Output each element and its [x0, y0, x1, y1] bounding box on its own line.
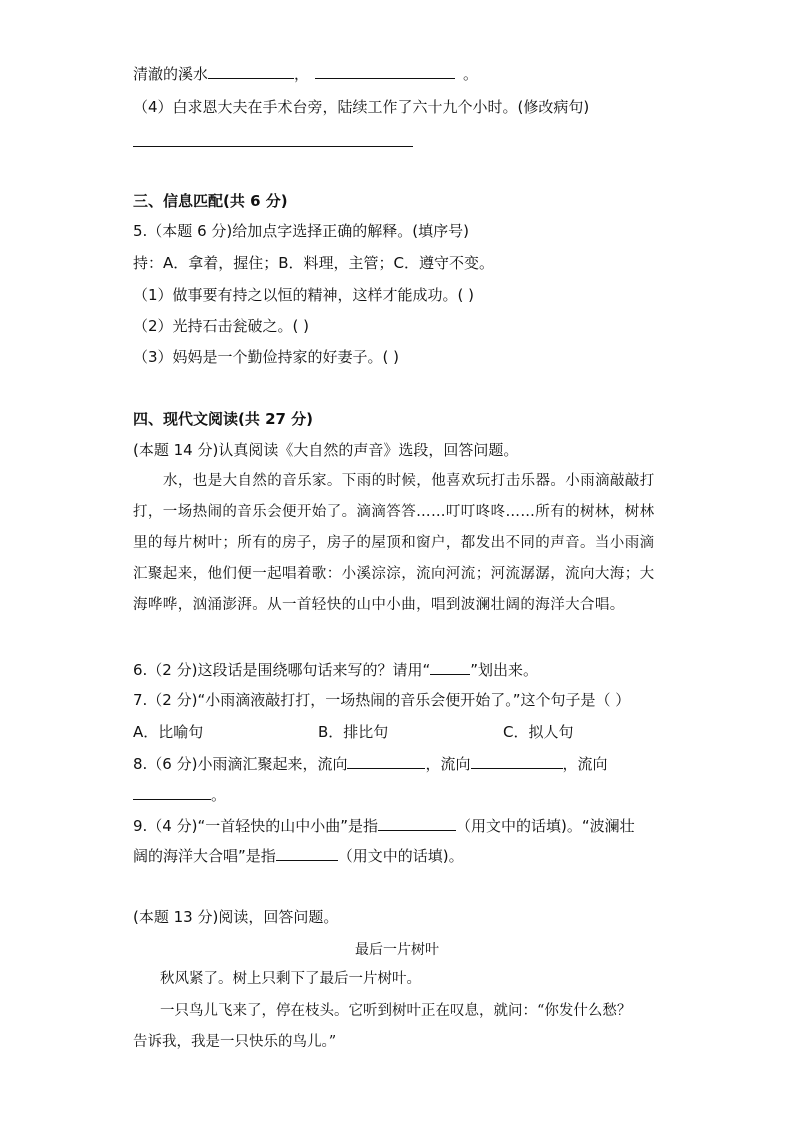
section-3-title: 三、信息匹配(共 6 分) [133, 192, 288, 210]
question-6-text-a: 6.（2 分)这段话是围绕哪句话来写的？请用“ [133, 661, 431, 679]
answer-line[interactable] [133, 146, 413, 147]
answer-blank[interactable] [315, 63, 455, 79]
answer-blank[interactable] [471, 753, 563, 769]
answer-blank[interactable] [208, 63, 294, 79]
answer-blank[interactable] [430, 659, 470, 675]
question-6-text-b: ”划出来。 [470, 661, 539, 679]
reading-intro-2: (本题 13 分)阅读，回答问题。 [133, 908, 339, 926]
passage-text: 水，也是大自然的音乐家。下雨的时候，他喜欢玩打击乐器。小雨滴敲敲打打，一场热闹的音乐会便开始了。滴滴答答……叮叮咚咚……所有的树林，树林里的每片树叶；所有的房子，房子的屋顶和窗户，都发出不同的声音。当小雨滴汇聚起来，他们便一起唱着歌：小溪淙淙，流向河流；河流潺潺，流向大海；大海哗哗，汹涌澎湃。从一首轻快的山中小曲，唱到波澜壮阔的海洋大合唱。 [133, 473, 655, 613]
question-6 [133, 659, 538, 681]
question-9 [133, 815, 635, 837]
question-5-item-3: （3）妈妈是一个勤俭持家的好妻子。( ) [133, 348, 400, 366]
option-c[interactable]: C．拟人句 [503, 723, 574, 741]
question-9-text-c: 阔的海洋大合唱”是指 [133, 847, 276, 865]
question-7: 7.（2 分)“小雨滴液敲打打，一场热闹的音乐会便开始了。”这个句子是（ ） [133, 691, 631, 709]
question-9-text-a: 9.（4 分)“一首轻快的山中小曲”是指 [133, 817, 379, 835]
q3-fill-line [133, 63, 478, 85]
question-5: 5.（本题 6 分)给加点字选择正确的解释。(填序号) [133, 222, 469, 240]
passage-2-paragraph-2: 一只鸟儿飞来了，停在枝头。它听到树叶正在叹息，就问：“你发什么愁？ [160, 1003, 632, 1019]
section-4-title: 四、现代文阅读(共 27 分) [133, 410, 314, 428]
answer-blank[interactable] [276, 845, 338, 861]
question-8 [133, 753, 608, 775]
reading-passage [133, 466, 661, 621]
question-5-item-1: （1）做事要有持之以恒的精神，这样才能成功。( ) [133, 286, 475, 304]
question-8-cont [133, 784, 226, 806]
passage-title: 最后一片树叶 [355, 942, 439, 958]
question-8-text-b: ，流向 [425, 755, 471, 773]
q3-sep: ， [294, 65, 310, 83]
q3-end: 。 [463, 65, 479, 83]
question-8-text-d: 。 [211, 786, 227, 804]
question-9-text-b: （用文中的话填)。“波澜壮 [456, 817, 635, 835]
answer-blank[interactable] [378, 815, 456, 831]
question-9-cont [133, 845, 464, 867]
question-9-text-d: （用文中的话填)。 [337, 847, 464, 865]
option-a[interactable]: A．比喻句 [133, 723, 204, 741]
question-4: （4）白求恩大夫在手术台旁，陆续工作了六十九个小时。(修改病句) [133, 98, 590, 116]
definition-line: 持：A．拿着，握住；B．料理，主管；C．遵守不变。 [133, 254, 495, 272]
question-8-text-a: 8.（6 分)小雨滴汇聚起来，流向 [133, 755, 348, 773]
passage-2-paragraph-2-cont: 告诉我，我是一只快乐的鸟儿。” [133, 1034, 337, 1050]
q3-prefix: 清澈的溪水 [133, 65, 209, 83]
question-8-text-c: ，流向 [562, 755, 608, 773]
answer-blank[interactable] [347, 753, 425, 769]
passage-2-paragraph-1: 秋风紧了。树上只剩下了最后一片树叶。 [160, 971, 421, 987]
option-b[interactable]: B．排比句 [318, 723, 389, 741]
answer-blank[interactable] [133, 784, 211, 800]
question-5-item-2: （2）光持石击瓮破之。( ) [133, 317, 310, 335]
reading-intro-1: (本题 14 分)认真阅读《大自然的声音》选段，回答问题。 [133, 441, 519, 459]
